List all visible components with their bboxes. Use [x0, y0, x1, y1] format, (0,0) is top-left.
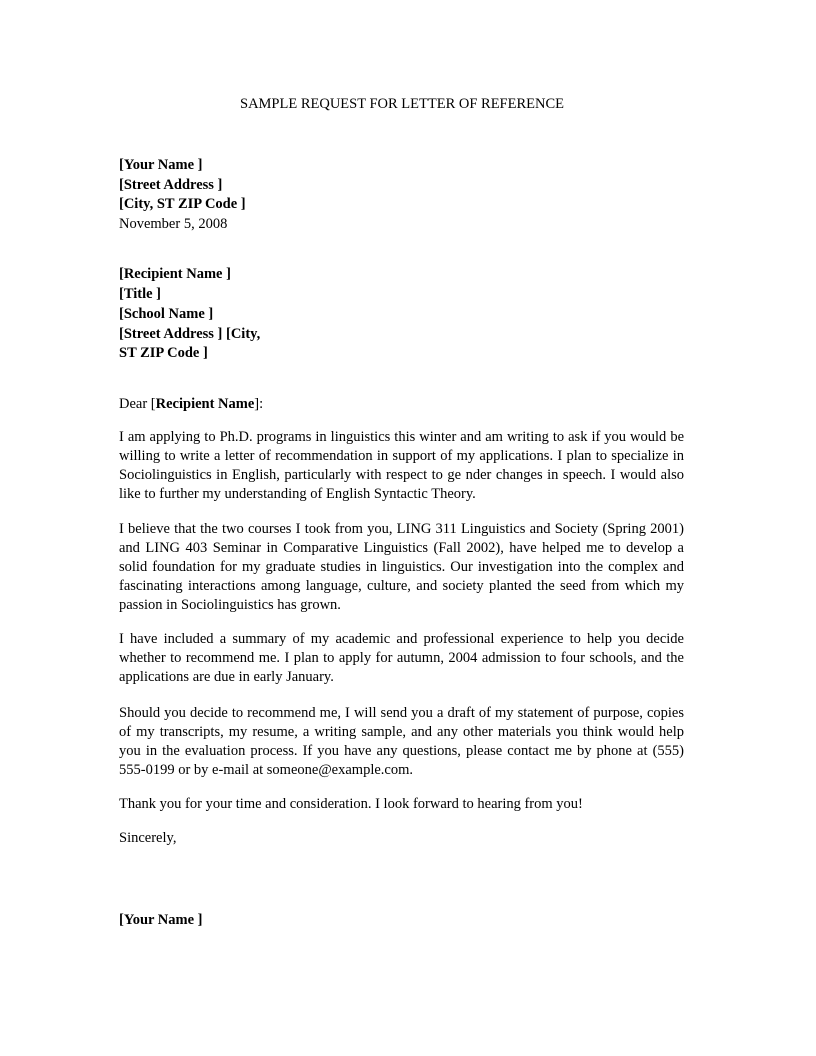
body-paragraph-2: I believe that the two courses I took from you, LING 311 Linguistics and Society (Spring 2001) and LING 403 Seminar in Comparative Linguistics (Fall 2002), have helped me to develop a solid foundation for my graduate studies in linguistics. Our investigation into the complex and fascinating interactions among language, culture, and society planted the seed from which my passion in Sociolinguistics has grown. — [119, 521, 684, 613]
closing: Sincerely, — [119, 830, 177, 846]
document-title: SAMPLE REQUEST FOR LETTER OF REFERENCE — [240, 96, 564, 112]
letter-date: November 5, 2008 — [119, 216, 228, 232]
recipient-title: [Title ] — [119, 286, 162, 302]
body-paragraph-1: I am applying to Ph.D. programs in linguistics this winter and am writing to ask if you would be willing to write a letter of recommendation in support of my applications. I plan to specialize in Sociolinguistics in English, particularly with respect to ge nder changes in speech. I would also like to further my understanding of English Syntactic Theory. — [119, 429, 684, 502]
recipient-name: [Recipient Name ] — [119, 266, 231, 282]
body-paragraph-4: Should you decide to recommend me, I will send you a draft of my statement of purpose, copies of my transcripts, my resume, a writing sample, and any other materials you think would help you in the evaluation process. If you have any questions, please contact me by phone at (555) 555-0199 or by e-mail at someone@example.com. — [119, 705, 684, 778]
recipient-address-line1: [Street Address ] [City, — [119, 326, 261, 342]
sender-city: [City, ST ZIP Code ] — [119, 196, 246, 212]
sender-name: [Your Name ] — [119, 157, 203, 173]
body-paragraph-5: Thank you for your time and consideration. I look forward to hearing from you! — [119, 796, 583, 812]
sender-street: [Street Address ] — [119, 177, 223, 193]
salutation-suffix: ]: — [254, 396, 264, 412]
body-paragraph-3: I have included a summary of my academic and professional experience to help you decide whether to recommend me. I plan to apply for autumn, 2004 admission to four schools, and the applications are due in early January. — [119, 631, 684, 685]
signature-name: [Your Name ] — [119, 912, 203, 928]
recipient-school: [School Name ] — [119, 306, 214, 322]
salutation — [119, 395, 263, 414]
recipient-address-line2: ST ZIP Code ] — [119, 345, 208, 361]
salutation-name: Recipient Name — [155, 396, 255, 412]
salutation-prefix: Dear [ — [119, 396, 156, 412]
